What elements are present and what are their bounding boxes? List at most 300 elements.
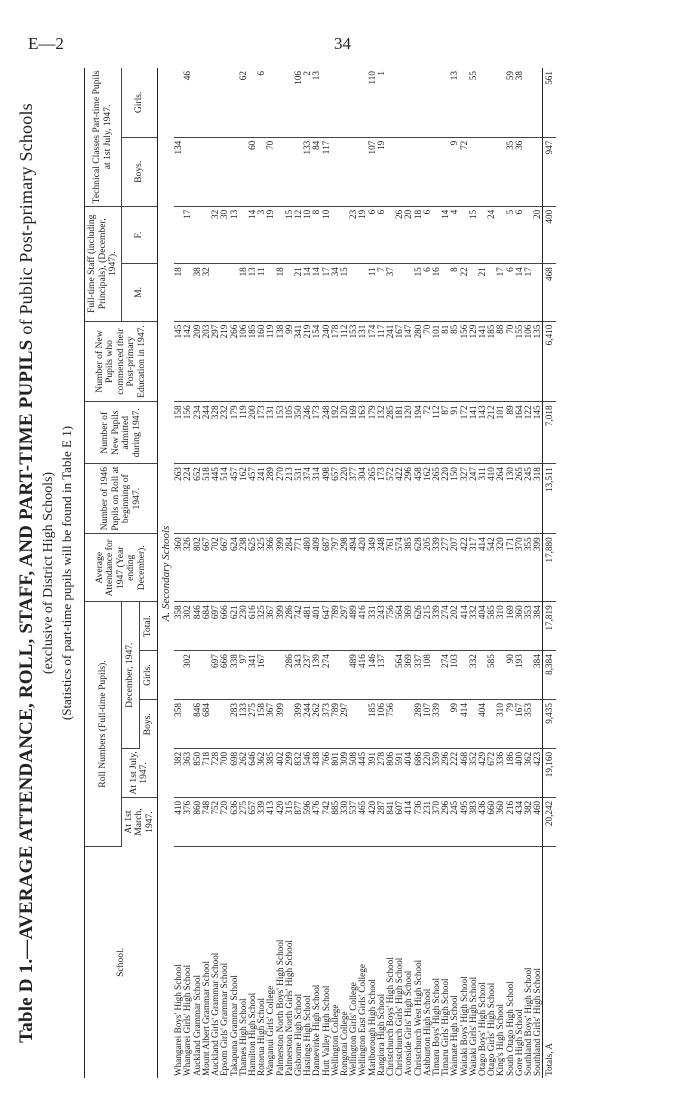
value-cell: 728 [211, 748, 220, 797]
value-cell: 410 [487, 464, 496, 534]
value-cell: 481 [303, 602, 312, 651]
value-cell: 399 [294, 700, 303, 749]
value-cell [487, 137, 496, 206]
table-title [16, 68, 38, 1078]
value-cell: 310 [496, 602, 505, 651]
value-cell: 97 [239, 651, 248, 700]
value-cell: 309 [340, 748, 349, 797]
value-cell: 11 [368, 264, 377, 321]
value-cell [432, 137, 441, 206]
value-cell: 248 [322, 402, 331, 464]
value-cell [331, 68, 340, 137]
value-cell: 112 [340, 321, 349, 402]
value-cell: 413 [266, 797, 275, 846]
value-cell: 17 [496, 264, 505, 321]
value-cell: 697 [211, 602, 220, 651]
value-cell: 366 [266, 534, 275, 602]
school-name-cell: Waitaki Girls' High School [467, 976, 478, 1076]
value-cell: 625 [248, 534, 257, 602]
value-cell: 286 [285, 651, 294, 700]
value-cell: 248 [377, 534, 386, 602]
value-cell: 147 [404, 321, 413, 402]
total-value-cell: 7,018 [543, 402, 557, 464]
value-cell [193, 651, 202, 700]
value-cell: 841 [386, 797, 395, 846]
value-cell [193, 206, 202, 263]
value-cell [331, 206, 340, 263]
value-cell: 38 [193, 264, 202, 321]
value-cell: 367 [266, 700, 275, 749]
value-cell: 476 [312, 797, 321, 846]
total-value-cell: 561 [543, 68, 557, 137]
value-cell: 265 [368, 464, 377, 534]
value-cell: 325 [257, 534, 266, 602]
value-cell: 13 [312, 68, 321, 137]
value-cell: 209 [193, 321, 202, 402]
value-cell: 436 [478, 797, 487, 846]
value-cell: 296 [441, 748, 450, 797]
value-cell: 289 [266, 464, 275, 534]
value-cell: 18 [414, 206, 423, 263]
table-subtitle: (exclusive of District High Schools) [41, 471, 56, 675]
value-cell: 666 [220, 602, 229, 651]
value-cell: 244 [303, 700, 312, 749]
table-row [202, 68, 211, 1078]
value-cell [478, 137, 487, 206]
value-cell: 414 [460, 700, 469, 749]
value-cell: 339 [257, 797, 266, 846]
value-cell: 262 [239, 748, 248, 797]
value-cell: 326 [183, 534, 192, 602]
value-cell: 103 [450, 651, 459, 700]
table-row [506, 68, 515, 1078]
school-name-cell: Wellington College [329, 1004, 340, 1076]
value-cell [266, 651, 275, 700]
value-cell: 297 [211, 321, 220, 402]
value-cell: 81 [441, 321, 450, 402]
table-row [193, 68, 202, 1078]
value-cell [349, 264, 358, 321]
value-cell: 230 [239, 602, 248, 651]
value-cell: 376 [183, 797, 192, 846]
school-name-cell: Waitaki Boys' High School [458, 976, 469, 1076]
table-row [460, 68, 469, 1078]
school-name-cell: Wellington East Girls' College [357, 964, 368, 1076]
value-cell: 219 [303, 321, 312, 402]
value-cell: 24 [487, 206, 496, 263]
value-cell: 314 [312, 464, 321, 534]
value-cell: 17 [183, 206, 192, 263]
value-cell: 89 [506, 402, 515, 464]
value-cell: 297 [340, 700, 349, 749]
value-cell: 445 [211, 464, 220, 534]
total-value-cell: 400 [543, 206, 557, 263]
value-cell: 572 [386, 464, 395, 534]
value-cell: 247 [469, 464, 478, 534]
value-cell: 70 [266, 137, 275, 206]
value-cell: 240 [322, 321, 331, 402]
value-cell [533, 68, 543, 137]
school-name-cell: Marlborough High School [366, 979, 377, 1076]
value-cell: 138 [276, 321, 285, 402]
value-cell: 806 [386, 748, 395, 797]
value-cell: 160 [257, 321, 266, 402]
value-cell: 171 [506, 534, 515, 602]
value-cell [193, 137, 202, 206]
value-cell: 325 [257, 602, 266, 651]
value-cell [211, 137, 220, 206]
value-cell: 237 [303, 651, 312, 700]
value-cell [322, 68, 331, 137]
value-cell: 531 [294, 464, 303, 534]
value-cell: 480 [303, 534, 312, 602]
value-cell: 32 [211, 206, 220, 263]
value-cell: 15 [340, 264, 349, 321]
value-cell: 429 [478, 748, 487, 797]
col-staff-f: F. [121, 206, 158, 263]
value-cell: 139 [312, 651, 321, 700]
table-row [432, 68, 441, 1078]
school-name-cell: Thames High School [237, 998, 248, 1076]
value-cell: 420 [276, 797, 285, 846]
value-cell: 330 [340, 797, 349, 846]
value-cell: 88 [496, 321, 505, 402]
value-cell: 162 [423, 464, 432, 534]
value-cell: 178 [331, 321, 340, 402]
value-cell: 169 [349, 402, 358, 464]
value-cell [533, 264, 543, 321]
value-cell: 846 [193, 602, 202, 651]
value-cell: 245 [524, 464, 533, 534]
table-row [239, 68, 248, 1078]
value-cell: 119 [239, 402, 248, 464]
value-cell: 385 [404, 534, 413, 602]
value-cell [202, 137, 211, 206]
value-cell: 185 [248, 321, 257, 402]
value-cell [220, 137, 229, 206]
value-cell [414, 137, 423, 206]
value-cell: 137 [377, 651, 386, 700]
value-cell: 382 [174, 748, 183, 797]
value-cell: 460 [533, 797, 543, 846]
table-row [230, 68, 239, 1078]
value-cell: 327 [460, 464, 469, 534]
value-cell [349, 137, 358, 206]
table-row [248, 68, 257, 1078]
value-cell: 296 [404, 464, 413, 534]
value-cell: 302 [183, 602, 192, 651]
table-row [441, 68, 450, 1078]
value-cell: 106 [524, 321, 533, 402]
value-cell: 367 [266, 602, 275, 651]
value-cell: 359 [432, 748, 441, 797]
value-cell: 438 [312, 748, 321, 797]
value-cell [441, 137, 450, 206]
value-cell: 299 [285, 748, 294, 797]
value-cell: 106 [294, 68, 303, 137]
value-cell: 410 [174, 797, 183, 846]
value-cell: 174 [368, 321, 377, 402]
value-cell: 860 [193, 797, 202, 846]
value-cell [404, 68, 413, 137]
value-cell: 167 [257, 651, 266, 700]
value-cell: 402 [276, 748, 285, 797]
value-cell: 564 [395, 602, 404, 651]
value-cell: 10 [303, 206, 312, 263]
value-cell: 332 [469, 602, 478, 651]
total-value-cell: 19,160 [543, 748, 557, 797]
value-cell: 11 [257, 264, 266, 321]
value-cell: 621 [230, 602, 239, 651]
table-note: (Statistics of part-time pupils will be found in Table E 1) [59, 425, 74, 721]
school-name-cell: Timaru Boys' High School [430, 977, 441, 1076]
value-cell: 358 [174, 700, 183, 749]
value-cell: 162 [239, 464, 248, 534]
school-name-cell: Ashburton High School [421, 988, 432, 1076]
value-cell: 423 [533, 748, 543, 797]
value-cell: 220 [441, 464, 450, 534]
value-cell: 91 [450, 402, 459, 464]
value-cell: 457 [248, 464, 257, 534]
value-cell: 304 [358, 464, 367, 534]
value-cell: 789 [331, 700, 340, 749]
value-cell: 9 [450, 137, 459, 206]
school-name-cell: Wellington Girls' College [348, 982, 359, 1076]
table-row [174, 68, 183, 1078]
value-cell: 718 [202, 748, 211, 797]
value-cell: 667 [220, 534, 229, 602]
value-cell: 244 [202, 402, 211, 464]
value-cell: 36 [515, 137, 524, 206]
value-cell: 8 [312, 206, 321, 263]
value-cell: 219 [220, 321, 229, 402]
table-row [183, 68, 192, 1078]
value-cell: 363 [183, 748, 192, 797]
school-name-cell: Hastings High School [302, 995, 313, 1076]
value-cell: 99 [285, 321, 294, 402]
value-cell [211, 264, 220, 321]
school-name-cell: Hutt Valley High School [320, 985, 331, 1076]
value-cell: 457 [230, 464, 239, 534]
value-cell: 6 [257, 68, 266, 137]
value-cell: 624 [230, 534, 239, 602]
value-cell: 310 [496, 700, 505, 749]
value-cell: 14 [248, 206, 257, 263]
school-name-cell: Epsom Girls' Grammar School [219, 962, 230, 1076]
school-name-cell: Gore High School [513, 1009, 524, 1076]
value-cell: 101 [496, 402, 505, 464]
value-cell: 10 [322, 206, 331, 263]
value-cell: 657 [248, 797, 257, 846]
value-cell: 14 [312, 264, 321, 321]
value-cell: 153 [276, 402, 285, 464]
value-cell: 339 [432, 534, 441, 602]
value-cell: 20 [404, 206, 413, 263]
value-cell: 369 [404, 602, 413, 651]
col-march: At 1st March, 1947. [121, 797, 158, 846]
value-cell: 146 [368, 651, 377, 700]
value-cell: 142 [183, 321, 192, 402]
value-cell: 231 [423, 797, 432, 846]
col-school: School. [85, 846, 158, 1078]
value-cell: 117 [322, 137, 331, 206]
value-cell: 150 [450, 464, 459, 534]
value-cell [349, 68, 358, 137]
value-cell [414, 68, 423, 137]
value-cell: 13 [248, 264, 257, 321]
value-cell [395, 264, 404, 321]
value-cell: 141 [478, 321, 487, 402]
value-cell: 564 [395, 651, 404, 700]
school-name-cell: Whangarei Boys' High School [173, 964, 184, 1076]
value-cell: 752 [211, 797, 220, 846]
value-cell: 158 [257, 700, 266, 749]
value-cell [478, 68, 487, 137]
value-cell: 270 [276, 464, 285, 534]
value-cell: 382 [524, 797, 533, 846]
value-cell: 70 [506, 321, 515, 402]
value-cell [432, 68, 441, 137]
value-cell [395, 137, 404, 206]
value-cell: 263 [174, 464, 183, 534]
value-cell: 434 [515, 797, 524, 846]
school-name-cell: Palmerston North Boys' High School [274, 939, 285, 1076]
value-cell: 495 [460, 797, 469, 846]
value-cell: 154 [312, 321, 321, 402]
value-cell: 422 [460, 534, 469, 602]
value-cell: 275 [248, 700, 257, 749]
school-name-cell: Wanganui Girls' College [265, 985, 276, 1076]
value-cell: 296 [441, 797, 450, 846]
value-cell: 877 [294, 797, 303, 846]
value-cell: 186 [506, 748, 515, 797]
section-heading: A. Secondary Schools [159, 525, 172, 622]
value-cell: 6 [377, 206, 386, 263]
value-cell: 156 [183, 402, 192, 464]
table-row [285, 68, 294, 1078]
value-cell: 756 [386, 700, 395, 749]
school-name-cell: Whangarei Girls' High School [182, 964, 193, 1076]
value-cell [276, 68, 285, 137]
value-cell: 14 [303, 264, 312, 321]
value-cell: 135 [533, 321, 543, 402]
table-row [469, 68, 478, 1078]
value-cell [230, 137, 239, 206]
value-cell: 2 [303, 68, 312, 137]
value-cell: 607 [395, 797, 404, 846]
table-row [331, 68, 340, 1078]
title-prefix: Table D 1.— [16, 939, 37, 1043]
col-tech-girls: Girls. [121, 68, 158, 137]
value-cell: 736 [414, 797, 423, 846]
value-cell [441, 264, 450, 321]
total-value-cell: 6,410 [543, 321, 557, 402]
value-cell: 508 [349, 748, 358, 797]
value-cell: 404 [404, 748, 413, 797]
value-cell [524, 68, 533, 137]
value-cell: 105 [285, 402, 294, 464]
total-value-cell: 17,880 [543, 534, 557, 602]
value-cell: 110 [368, 68, 377, 137]
value-cell: 657 [331, 464, 340, 534]
col-tech-group: Technical Classes Part-time Pupils at 1st July, 1947. [85, 68, 122, 206]
value-cell: 117 [377, 321, 386, 402]
value-cell: 362 [257, 748, 266, 797]
value-cell: 697 [211, 651, 220, 700]
value-cell: 155 [515, 321, 524, 402]
value-cell: 232 [220, 402, 229, 464]
col-average: Average Attendance for 1947 (Year ending December). [85, 534, 158, 602]
value-cell: 362 [524, 748, 533, 797]
page-section-code: E—2 [28, 34, 64, 53]
value-cell [469, 137, 478, 206]
value-cell: 684 [202, 602, 211, 651]
value-cell: 202 [450, 602, 459, 651]
value-cell: 8 [450, 264, 459, 321]
value-cell: 207 [450, 534, 459, 602]
value-cell: 628 [414, 534, 423, 602]
value-cell: 274 [322, 651, 331, 700]
value-cell: 21 [294, 264, 303, 321]
value-cell: 213 [285, 464, 294, 534]
value-cell: 672 [487, 748, 496, 797]
value-cell [395, 68, 404, 137]
col-new-pupils: Number of New Pupils admitted during 1947. [85, 402, 158, 464]
value-cell: 686 [414, 748, 423, 797]
value-cell: 360 [174, 534, 183, 602]
value-cell [533, 700, 543, 749]
school-name-cell: Waimate High School [449, 995, 460, 1076]
value-cell: 289 [414, 700, 423, 749]
value-cell: 106 [377, 700, 386, 749]
value-cell: 404 [478, 700, 487, 749]
value-cell: 789 [331, 602, 340, 651]
value-cell: 591 [395, 748, 404, 797]
school-name-cell: Mount Albert Grammar School [200, 960, 211, 1076]
value-cell: 337 [414, 651, 423, 700]
value-cell: 145 [533, 402, 543, 464]
value-cell [202, 68, 211, 137]
value-cell: 34 [331, 264, 340, 321]
value-cell: 107 [368, 137, 377, 206]
value-cell [395, 700, 404, 749]
value-cell: 18 [239, 264, 248, 321]
value-cell: 222 [450, 748, 459, 797]
value-cell: 374 [303, 464, 312, 534]
value-cell: 742 [322, 797, 331, 846]
value-cell: 370 [432, 797, 441, 846]
value-cell: 129 [469, 321, 478, 402]
school-name-cell: Auckland Grammar School [191, 974, 202, 1076]
value-cell: 1 [377, 68, 386, 137]
value-cell: 163 [358, 402, 367, 464]
value-cell: 120 [340, 402, 349, 464]
value-cell: 684 [202, 700, 211, 749]
value-cell: 414 [478, 534, 487, 602]
attendance-table [84, 68, 556, 1078]
value-cell: 120 [404, 402, 413, 464]
table-row [423, 68, 432, 1078]
table-row [266, 68, 275, 1078]
value-cell: 141 [469, 402, 478, 464]
value-cell: 220 [340, 464, 349, 534]
value-cell: 384 [533, 651, 543, 700]
value-cell: 164 [515, 402, 524, 464]
value-cell: 15 [285, 206, 294, 263]
value-cell: 15 [414, 264, 423, 321]
value-cell: 70 [423, 321, 432, 402]
value-cell: 173 [377, 464, 386, 534]
